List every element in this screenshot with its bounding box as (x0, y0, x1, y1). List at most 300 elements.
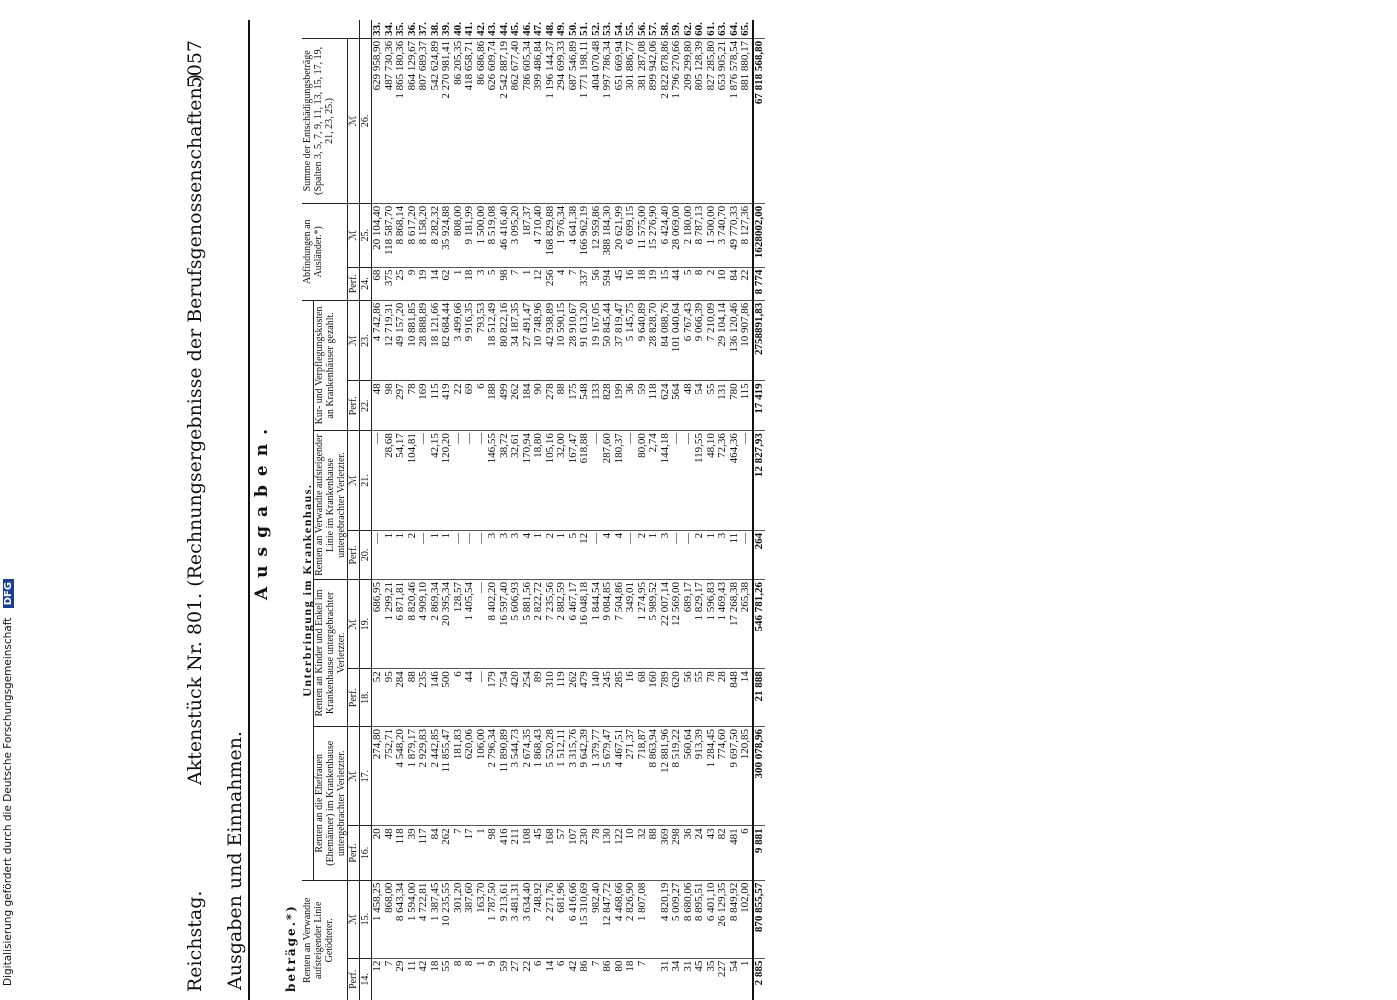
table-cell: 42 (568, 958, 580, 1000)
col-number: 18. (360, 669, 372, 727)
row-number-cell: 63. 64. 65. (716, 22, 751, 36)
table-cell: 168 (545, 826, 557, 880)
table-cell: 1 500,00 (476, 203, 488, 267)
table-cell: 1 (556, 530, 568, 579)
unit-mark: ℳ (348, 880, 360, 958)
table-cell: 90 (533, 381, 545, 431)
table-cell: 4 468,66 2 826,90 1 807,08 (614, 880, 660, 958)
table-cell: 2 — (407, 530, 430, 579)
unit-perf: Perf. (348, 669, 360, 727)
table-cell: 131 780 115 (717, 381, 753, 431)
table-cell: 31 34 (660, 958, 683, 1000)
table-cell: 37 819,47 5 145,75 9 640,89 28 828,70 (614, 300, 660, 381)
table-cell: 211 (510, 826, 522, 880)
table-body (372, 20, 766, 1000)
row-number-cell: 49. (555, 22, 567, 36)
table-cell: 11 42 (407, 958, 430, 1000)
table-cell: 1 771 198,11 (579, 38, 591, 203)
table-cell: 618,88 (579, 431, 591, 531)
table-cell: 12 827,93 (753, 431, 766, 531)
table-cell: 108 (522, 826, 534, 880)
row-number-cell: 62. (681, 22, 694, 36)
table-row (522, 20, 534, 1000)
table-cell: 119 (556, 669, 568, 727)
unit-perf: Perf. (348, 267, 360, 300)
row-number-cell: 47. (532, 22, 544, 36)
table-cell: 86 686,86 (476, 38, 488, 203)
table-cell: 39 117 (407, 826, 430, 880)
table-cell: 12 (533, 267, 545, 300)
table-cell: 3 (476, 267, 488, 300)
table-cell: 870 855,57 (753, 880, 766, 958)
table-cell: 3 (499, 530, 511, 579)
table-row (591, 20, 603, 1000)
table-cell: 626 609,74 (487, 38, 499, 203)
unit-mark: ℳ (348, 300, 360, 381)
table-cell: — (683, 530, 695, 579)
table-cell: — (476, 530, 488, 579)
table-cell: 4 467,51 271,37 718,87 8 863,94 (614, 726, 660, 825)
table-cell: 4 — 2 1 (614, 530, 660, 579)
row-number-cell: 48. (543, 22, 556, 36)
table-cell: 163,70 (476, 880, 488, 958)
table-cell: 805 128,39 827 285,80 (694, 38, 717, 203)
row-number-cell: 58. 59. (658, 22, 682, 36)
table-cell: 337 (579, 267, 591, 300)
table-cell: 7 235,56 (545, 580, 557, 669)
table-cell: 300 078,96 (753, 726, 766, 825)
table-cell: 5 520,28 (545, 726, 557, 825)
table-cell: 24 43 (694, 826, 717, 880)
table-cell: 57 (556, 826, 568, 880)
table-cell: 3 315,76 (568, 726, 580, 825)
table-row (476, 20, 488, 1000)
table-cell: 542 624,89 2 270 981,41 86 205,35 418 658,71 (430, 38, 476, 203)
table-cell: 3 481,31 (510, 880, 522, 958)
table-cell: 20 621,99 6 699,15 11 575,00 15 276,90 (614, 203, 660, 267)
table-cell: 16 048,18 (579, 580, 591, 669)
table-cell: 2 542 887,19 (499, 38, 511, 203)
running-head-center: Aktenstück Nr. 801. (Rechnungsergebnisse der Berufsgenossenschaften.) (184, 73, 206, 785)
table-cell: 98 (487, 826, 499, 880)
table-cell: 6 767,43 (683, 300, 695, 381)
table-cell: 3 095,20 (510, 203, 522, 267)
table-cell: 22 (522, 958, 534, 1000)
table-cell: 48 (683, 381, 695, 431)
table-cell: 624 564 (660, 381, 683, 431)
table-cell: 45 (533, 826, 545, 880)
unit-mark: ℳ (348, 726, 360, 825)
col-number: 15. (360, 880, 372, 958)
table-cell: 499 (499, 381, 511, 431)
table-cell: 78 169 (407, 381, 430, 431)
table-cell: 4 820,19 5 009,27 (660, 880, 683, 958)
table-row (602, 20, 614, 1000)
table-cell: 4 641,38 (568, 203, 580, 267)
table-cell: 6 (533, 958, 545, 1000)
table-cell: 2 796,34 (487, 726, 499, 825)
table-cell: 420 (510, 669, 522, 727)
table-cell: 681,96 (556, 880, 568, 958)
table-cell: 8 402,20 (487, 580, 499, 669)
table-cell: 119,55 48,10 (694, 431, 717, 531)
table-cell: 45 35 (694, 958, 717, 1000)
table-cell: 115 419 22 69 (430, 381, 476, 431)
table-cell: 262 (510, 381, 522, 431)
table-cell: 107 (568, 826, 580, 880)
table-cell: 1 379,77 (591, 726, 603, 825)
unit-perf: Perf. (348, 530, 360, 579)
table-cell: 140 (591, 669, 603, 727)
table-cell: 8 282,32 35 924,88 808,00 9 181,99 (430, 203, 476, 267)
table-cell: 6 (476, 381, 488, 431)
table-cell: 653 905,21 1 876 578,54 881 880,17 (717, 38, 753, 203)
table-cell: 4 (602, 530, 614, 579)
table-cell: 22 007,14 12 569,00 (660, 580, 683, 669)
table-cell: 5 (683, 267, 695, 300)
table-cell: 8 787,13 1 500,00 (694, 203, 717, 267)
table-cell: 89 (533, 669, 545, 727)
expenditure-table (302, 20, 765, 1000)
table-cell: 11 890,89 (499, 726, 511, 825)
table-cell: 754 (499, 669, 511, 727)
table-cell: — 1 1 (372, 530, 407, 579)
row-number-cell: 38. 39. 40. 41. (428, 22, 475, 36)
table-cell: 416 (499, 826, 511, 880)
table-cell: 9 642,39 (579, 726, 591, 825)
col-number: 20. (360, 530, 372, 579)
table-cell: 2 885 (753, 958, 766, 1000)
table-cell: 1628002,00 (753, 203, 766, 267)
table-cell: 227 54 1 (717, 958, 753, 1000)
table-cell: 12 847,72 (602, 880, 614, 958)
table-cell: 1 997 786,34 (602, 38, 614, 203)
table-row (579, 20, 591, 1000)
table-cell: 1 (476, 826, 488, 880)
table-cell: 106,00 (476, 726, 488, 825)
row-number-cell: 54. 55. 56. 57. (612, 22, 659, 36)
table-cell: 2 (545, 530, 557, 579)
table-cell: 287,60 (602, 431, 614, 531)
table-cell: 12 881,96 8 519,22 (660, 726, 683, 825)
running-head-left: Reichstag. (184, 890, 206, 992)
table-cell: 2 822,72 (533, 580, 545, 669)
table-cell: 748,92 (533, 880, 545, 958)
header-col-20-21: Renten an Verwandte aufsteigender Linie im Krankenhause untergebrachter Verletzter. (314, 431, 348, 580)
table-cell: 8 2 (694, 267, 717, 300)
table-cell: 14 62 1 18 (430, 267, 476, 300)
unit-mark: ℳ (348, 38, 360, 203)
table-cell: 1 879,17 2 929,83 (407, 726, 430, 825)
table-cell: 7 (591, 958, 603, 1000)
table-cell: 786 605,34 (522, 38, 534, 203)
table-cell: 10 590,15 (556, 300, 568, 381)
table-cell: 294 699,33 (556, 38, 568, 203)
table-cell: 262 (568, 669, 580, 727)
table-cell: 404 070,48 (591, 38, 603, 203)
table-cell: 29 104,14 136 120,46 10 907,86 (717, 300, 753, 381)
table-cell: 19 167,05 (591, 300, 603, 381)
table-cell: 34 187,35 (510, 300, 522, 381)
table-cell: 28 848 14 (717, 669, 753, 727)
table-cell: 3 — (660, 530, 683, 579)
table-cell: 8 617,20 8 158,20 (407, 203, 430, 267)
table-row (556, 20, 568, 1000)
table-cell: 10 84 22 (717, 267, 753, 300)
row-number-cell: 52. (589, 22, 602, 36)
page-subtitle: Ausgaben und Einnahmen. (224, 730, 246, 990)
rotated-page-content (180, 20, 1300, 1000)
table-cell: 5 (568, 530, 580, 579)
table-cell: 6 (556, 958, 568, 1000)
row-number-cell: 36. 37. (405, 22, 429, 36)
table-cell: 828 (602, 381, 614, 431)
table-cell: 862 677,40 (510, 38, 522, 203)
table-row (717, 20, 753, 1000)
table-cell: — (476, 431, 488, 531)
table-cell: 80 822,16 (499, 300, 511, 381)
table-cell: 187,37 (522, 203, 534, 267)
table-cell: 86 (579, 958, 591, 1000)
header-col-16-17: Renten an die Ehefrauen (Ehemänner) im Krankenhause untergebrachter Verletzter. (314, 726, 348, 880)
row-number-cell: 50. (566, 22, 579, 36)
table-cell: 1 (533, 530, 545, 579)
table-cell: 12 7 29 (372, 958, 407, 1000)
table-cell: 88 235 (407, 669, 430, 727)
page-number: 5057 (184, 40, 206, 89)
table-cell: 982,40 (591, 880, 603, 958)
table-cell: 104,81 — (407, 431, 430, 531)
table-cell: 256 (545, 267, 557, 300)
table-cell: 278 (545, 381, 557, 431)
table-cell: 789 620 (660, 669, 683, 727)
footer-credit (2, 0, 22, 1000)
table-cell: 130 (602, 826, 614, 880)
table-cell: 5 679,47 (602, 726, 614, 825)
table-cell: 175 (568, 381, 580, 431)
table-cell: 686,95 1 299,21 6 871,81 (372, 580, 407, 669)
row-number-cell (753, 20, 766, 38)
header-col-14-15: Renten an Verwandte aufsteigender Linie Getödteter. (302, 880, 348, 1000)
header-col-22-23: Kur- und Verpflegungskosten an Krankenhäuser gezahlt. (314, 300, 348, 430)
table-cell: 10 748,96 (533, 300, 545, 381)
table-cell: 230 (579, 826, 591, 880)
table-cell: 21 888 (753, 669, 766, 727)
unit-perf: Perf. (348, 826, 360, 880)
col-number: 23. (360, 300, 372, 381)
table-cell: 1 594,00 4 722,81 (407, 880, 430, 958)
table-cell: 8 895,51 6 401,10 (694, 880, 717, 958)
row-number-cell: 46. (520, 22, 533, 36)
table-cell: — (591, 431, 603, 531)
table-cell: 88 (556, 381, 568, 431)
table-cell: 7 (568, 267, 580, 300)
unit-perf: Perf. (348, 381, 360, 431)
table-cell: 16 597,40 (499, 580, 511, 669)
table-cell: 274,80 752,71 4 548,20 (372, 726, 407, 825)
table-cell: 5 881,56 (522, 580, 534, 669)
table-cell: — (683, 431, 695, 531)
table-cell: 4 710,40 (533, 203, 545, 267)
table-cell: 54 55 (694, 381, 717, 431)
table-cell: 105,16 (545, 431, 557, 531)
table-cell: 7 504,86 349,01 1 274,95 5 989,52 (614, 580, 660, 669)
table-cell: 629 958,90 487 730,36 1 865 180,36 (372, 38, 407, 203)
table-cell: 479 (579, 669, 591, 727)
header-col-24-25: Abfindungen an Ausländer.*) (302, 203, 348, 300)
table-cell: 687 546,89 (568, 38, 580, 203)
table-cell: 6 424,40 28 069,00 (660, 203, 683, 267)
table-cell: 2 180,00 (683, 203, 695, 267)
header-row-number (302, 20, 360, 38)
row-number-cell: 53. (601, 22, 613, 36)
table-cell: 48 98 297 (372, 381, 407, 431)
table-cell: 26 129,35 8 849,92 102,00 (717, 880, 753, 958)
table-cell: 1 469,43 17 268,38 265,38 (717, 580, 753, 669)
table-cell: 170,94 (522, 431, 534, 531)
table-cell: 72,36 464,36 — (717, 431, 753, 531)
table-cell: 3 544,73 (510, 726, 522, 825)
table-cell: 689,17 (683, 580, 695, 669)
table-cell: 36 (683, 826, 695, 880)
table-cell: 774,60 9 697,50 120,85 (717, 726, 753, 825)
table-cell: 546 781,26 (753, 580, 766, 669)
table-cell: — (591, 530, 603, 579)
table-cell: 78 (591, 826, 603, 880)
row-number-cell: 43. (486, 22, 498, 36)
table-cell: 388 184,30 (602, 203, 614, 267)
table-cell: 42 938,89 (545, 300, 557, 381)
table-row (533, 20, 545, 1000)
col-number: 21. (360, 431, 372, 531)
row-number-cell: 51. (578, 22, 590, 36)
unit-mark: ℳ (348, 203, 360, 267)
table-cell: 2 271,76 (545, 880, 557, 958)
table-cell: 3 740,70 49 770,33 8 127,36 (717, 203, 753, 267)
table-cell: 146 500 6 44 (430, 669, 476, 727)
table-cell: 91 613,20 (579, 300, 591, 381)
table-cell: 12 959,86 (591, 203, 603, 267)
table-cell: 38,72 (499, 431, 511, 531)
table-row (545, 20, 557, 1000)
row-number-cell: 60. 61. (693, 22, 717, 36)
table-cell: 594 (602, 267, 614, 300)
table-cell: 10 881,85 28 888,89 (407, 300, 430, 381)
table-cell: 2 822 878,86 1 796 270,66 (660, 38, 683, 203)
table-cell: 2 674,35 (522, 726, 534, 825)
table-cell: 2 1 (694, 530, 717, 579)
row-number-cell: 45. (509, 22, 521, 36)
table-cell: 369 298 (660, 826, 683, 880)
table-cell: 9 881 (753, 826, 766, 880)
table-row (568, 20, 580, 1000)
table-cell: 6 467,17 (568, 580, 580, 669)
table-cell: 67 818 568,80 (753, 38, 766, 203)
table-cell: 12 (579, 530, 591, 579)
table-cell: 46 416,40 (499, 203, 511, 267)
table-cell: 82 481 6 (717, 826, 753, 880)
table-cell: 56 (683, 669, 695, 727)
table-cell: 179 (487, 669, 499, 727)
table-cell: 20 104,40 118 587,70 8 868,14 (372, 203, 407, 267)
table-cell: 864 129,67 807 689,37 (407, 38, 430, 203)
table-cell: 42,15 120,20 — — (430, 431, 476, 531)
table-cell: 548 (579, 381, 591, 431)
table-cell: 1 458,25 868,00 8 643,34 (372, 880, 407, 958)
running-head (180, 20, 220, 1000)
col-number: 14. (360, 958, 372, 1000)
table-cell: 1 829,17 1 596,83 (694, 580, 717, 669)
row-number-cell: 33. 34. 35. (371, 22, 406, 36)
table-cell: 15 310,69 (579, 880, 591, 958)
table-cell: 3 11 — (717, 530, 753, 579)
table-cell: 310 (545, 669, 557, 727)
table-cell: 4 (556, 267, 568, 300)
table-cell: 560,64 (683, 726, 695, 825)
table-cell: 144,18 — (660, 431, 683, 531)
table-cell: 1 387,45 10 235,55 301,20 387,60 (430, 880, 476, 958)
table-row (487, 20, 499, 1000)
table-cell: 2 869,34 20 395,34 128,57 1 405,54 (430, 580, 476, 669)
table-cell: 1 (522, 267, 534, 300)
unit-mark: ℳ (348, 431, 360, 531)
table-cell: 6 416,66 (568, 880, 580, 958)
table-row (660, 20, 683, 1000)
table-cell: 68 375 25 (372, 267, 407, 300)
col-number: 16. (360, 826, 372, 880)
table-row (614, 20, 660, 1000)
col-number: 26. (360, 38, 372, 203)
table-cell: 3 634,40 (522, 880, 534, 958)
table-cell: 27 (510, 958, 522, 1000)
table-row (407, 20, 430, 1000)
table-cell: 31 (683, 958, 695, 1000)
table-cell: 2758891,83 (753, 300, 766, 381)
table-cell: 8 820,46 4 909,10 (407, 580, 430, 669)
table-row (694, 20, 717, 1000)
table-cell: 1 787,50 (487, 880, 499, 958)
table-cell: 9 066,39 7 210,09 (694, 300, 717, 381)
table-row (372, 20, 407, 1000)
unit-perf: Perf. (348, 958, 360, 1000)
header-group-hospital: Unterbringung im Krankenhaus. (302, 300, 314, 880)
table-cell: — (476, 580, 488, 669)
table-cell: 264 (753, 530, 766, 579)
table-cell: 285 16 68 160 (614, 669, 660, 727)
table-cell: 52 95 284 (372, 669, 407, 727)
table-cell: 50 845,44 (602, 300, 614, 381)
header-col-26: Summe der Entschädigungsbeträge (Spalten 3, 5, 7, 9, 11, 13, 15, 17, 19, 21, 23, 25.) (302, 38, 348, 203)
table-cell: 2 882,59 (556, 580, 568, 669)
table-cell: 84 262 7 17 (430, 826, 476, 880)
table-cell: 59 (499, 958, 511, 1000)
table-cell: 254 (522, 669, 534, 727)
table-cell: 167,47 (568, 431, 580, 531)
table-cell: 55 78 (694, 669, 717, 727)
table-cell: 166 962,19 (579, 203, 591, 267)
table-cell: 9 (487, 958, 499, 1000)
table-cell: 15 44 (660, 267, 683, 300)
table-row (683, 20, 695, 1000)
table-cell: 1 (476, 958, 488, 1000)
footer-credit-text: Digitalisierung gefördert durch die Deutsche Forschungsgemeinschaft (2, 617, 14, 986)
table-cell: 184 (522, 381, 534, 431)
table-cell: 18 121,66 82 684,44 3 499,66 9 916,35 (430, 300, 476, 381)
table-cell: 133 (591, 381, 603, 431)
table-cell: 86 (602, 958, 614, 1000)
header-col-18-19: Renten an Kinder und Enkel im Krankenhause untergebrachter Verletzter. (314, 580, 348, 727)
table-cell: — 28,68 54,17 (372, 431, 407, 531)
